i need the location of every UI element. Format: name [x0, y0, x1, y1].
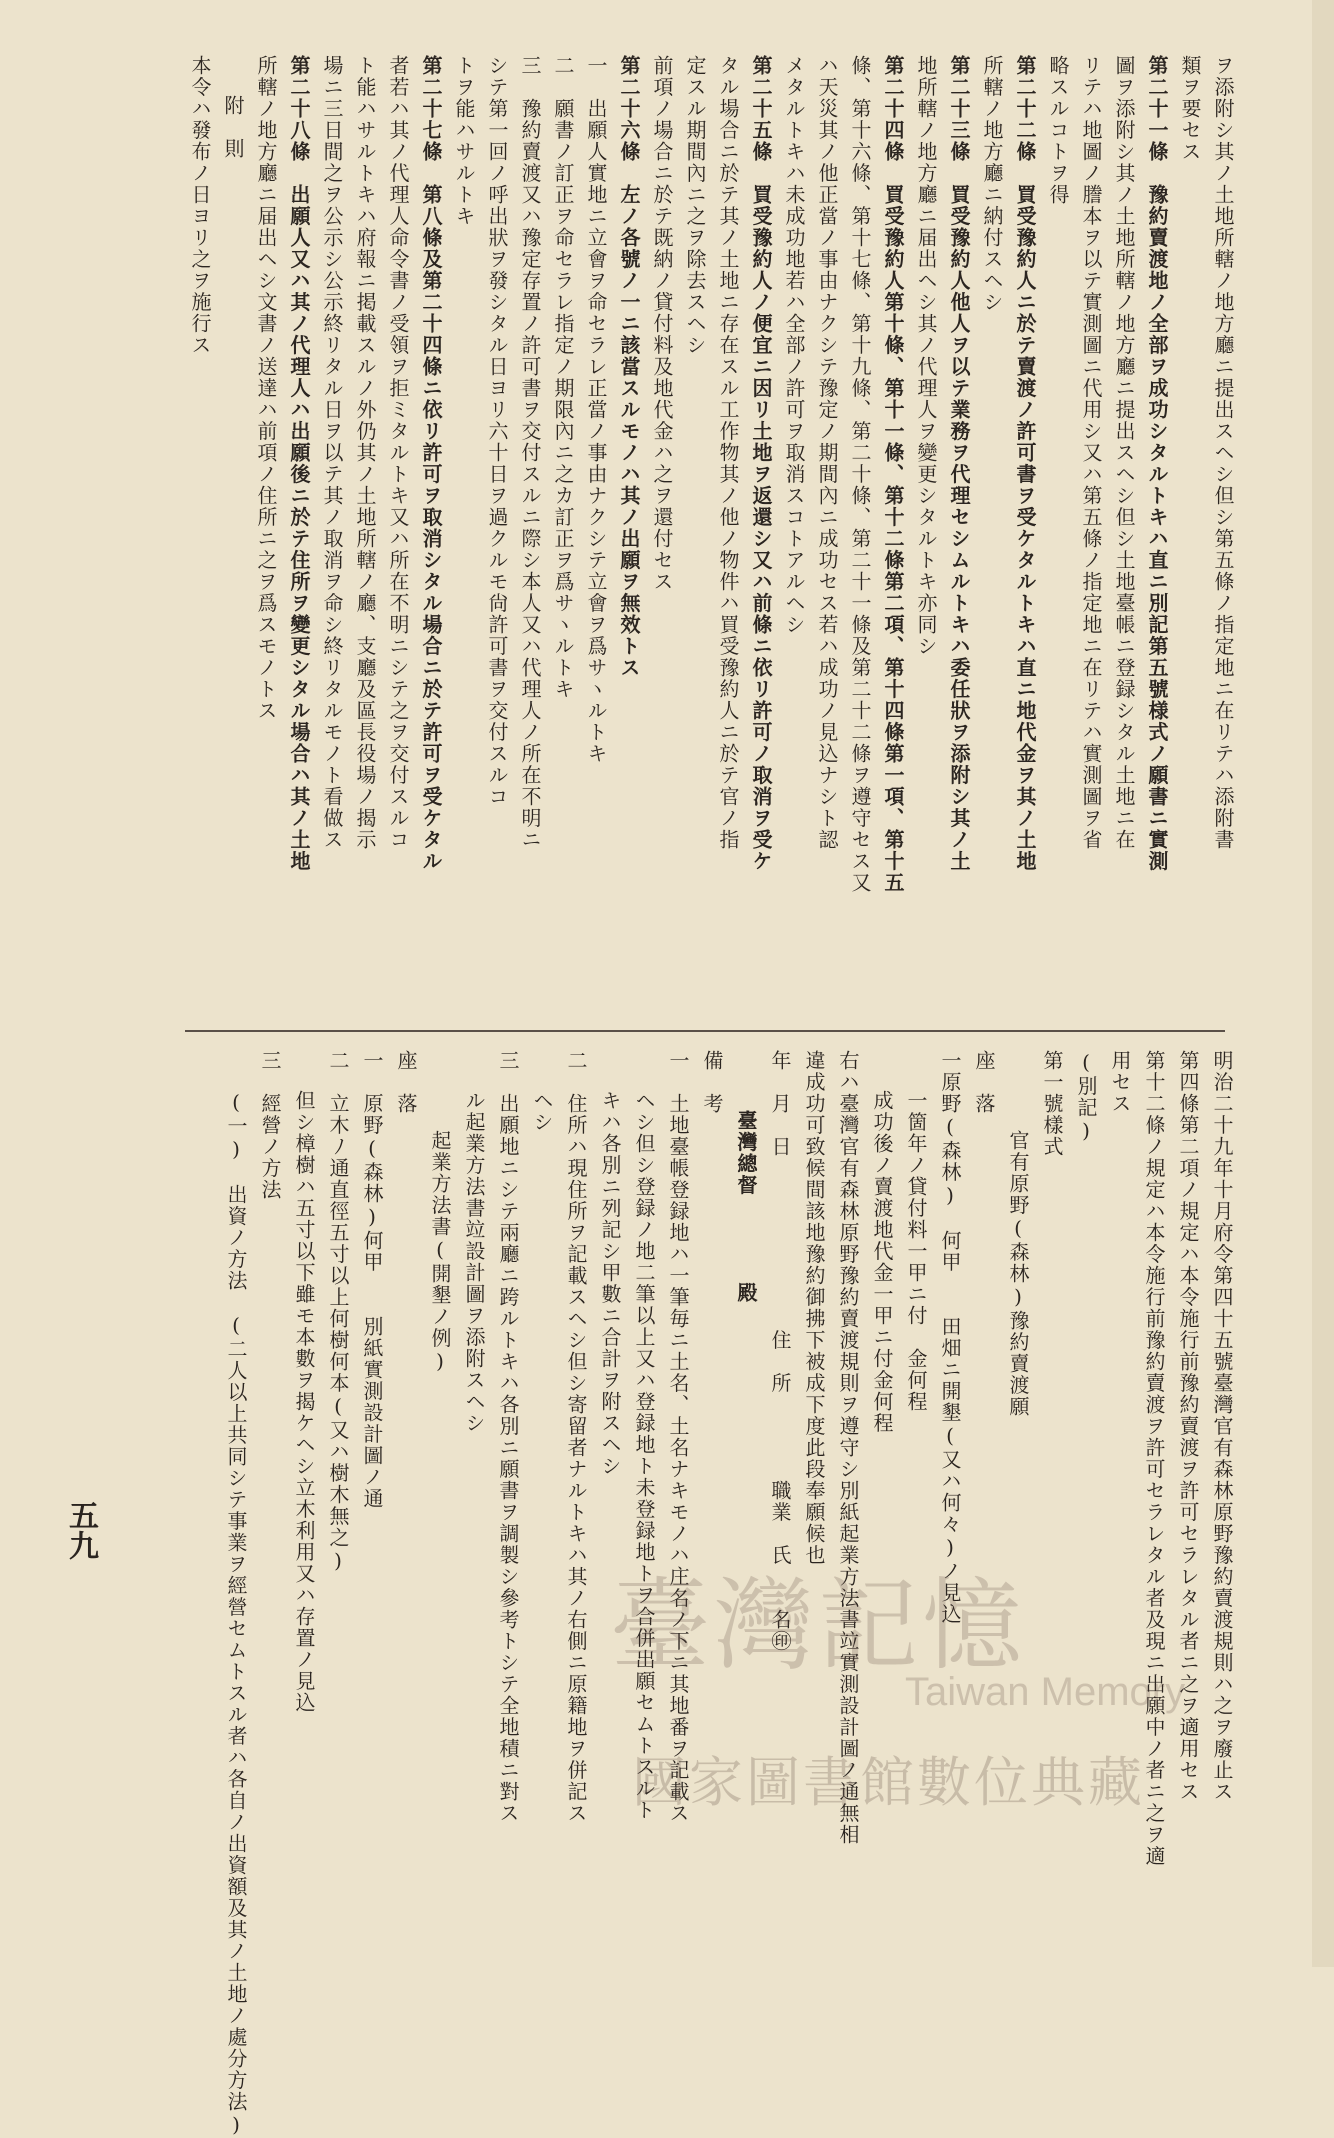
watermark-library: 國家圖書館數位典藏 [632, 1751, 1145, 1814]
text-column: 備 考 [700, 1050, 724, 1115]
text-column: 三 經營ノ方法 [258, 1050, 282, 1201]
text-column: 二 願書ノ訂正ヲ命セラレ指定ノ期限內ニ之カ訂正ヲ爲サヽルトキ [551, 55, 575, 700]
text-column: 定スル期間內ニ之ヲ除去スヘシ [683, 55, 707, 356]
text-column: 第二十六條 左ノ各號ノ一ニ該當スルモノハ其ノ出願ヲ無效トス [617, 55, 641, 679]
text-column: 圖ヲ添附シ其ノ土地所轄ノ地方廳ニ提出スヘシ但シ土地臺帳ニ登録シタル土地ニ在 [1112, 55, 1136, 851]
text-column: 第十二條ノ規定ハ本令施行前豫約賣渡ヲ許可セラレタル者及現ニ出願中ノ者ニ之ヲ適 [1142, 1050, 1166, 1867]
text-column: ヲ添附シ其ノ土地所轄ノ地方廳ニ提出スヘシ但シ第五條ノ指定地ニ在リテハ添附書 [1211, 55, 1235, 851]
regulation-articles [119, 55, 1239, 1055]
text-column: 第二十七條 第八條及第二十四條ニ依リ許可ヲ取消シタル場合ニ於テ許可ヲ受ケタル [419, 55, 443, 872]
text-column: 者若ハ其ノ代理人命令書ノ受領ヲ拒ミタルトキ又ハ所在不明ニシテ之ヲ交付スルコ [386, 55, 410, 851]
text-column: 一 出願人實地ニ立會ヲ命セラレ正當ノ事由ナクシテ立會ヲ爲サヽルトキ [584, 55, 608, 765]
text-column: 三 豫約賣渡又ハ豫定存置ノ許可書ヲ交付スルニ際シ本人又ハ代理人ノ所在不明ニ [518, 55, 542, 851]
text-column: 所轄ノ地方廳ニ納付スヘシ [980, 55, 1004, 313]
text-column: ル起業方法書竝設計圖ヲ添附スヘシ [462, 1090, 486, 1434]
text-column: 官有原野(森林)豫約賣渡願 [1006, 1130, 1030, 1418]
section-divider [185, 1030, 1225, 1032]
article-columns [249, 55, 1239, 1055]
text-column: 二 住所ハ現住所ヲ記載スヘシ但シ寄留者ナルトキハ其ノ右側ニ原籍地ヲ併記ス [564, 1050, 588, 1824]
text-column: 略スルコトヲ得 [1046, 55, 1070, 206]
page-number: 五九 [63, 1500, 98, 1560]
text-column: 類ヲ要セス [1178, 55, 1202, 163]
text-column: 第二十二條 買受豫約人ニ於テ賣渡ノ許可書ヲ受ケタルトキハ直ニ地代金ヲ其ノ土地 [1013, 55, 1037, 872]
text-column: タル場合ニ於テ其ノ土地ニ存在スル工作物其ノ他ノ物件ハ買受豫約人ニ於テ官ノ指 [716, 55, 740, 851]
appendix-text: 本令ハ發布ノ日ヨリ之ヲ施行ス [188, 55, 212, 356]
watermark-logo: 臺灣記憶 [610, 1567, 1026, 1684]
text-column: 右ハ臺灣官有森林原野豫約賣渡規則ヲ遵守シ別紙起業方法書竝實測設計圖ノ通無相 [836, 1050, 860, 1846]
text-column: シテ第一回ノ呼出狀ヲ發シタル日ヨリ六十日ヲ過クルモ尙許可書ヲ交付スルコ [485, 55, 509, 808]
text-column: 條、第十六條、第十七條、第十九條、第二十條、第二十一條及第二十二條ヲ遵守セス又 [848, 55, 872, 894]
text-column: 成功後ノ賣渡地代金一甲ニ付金何程 [870, 1090, 894, 1434]
text-column: 起業方法書(開墾ノ例) [428, 1130, 452, 1375]
text-column: 座 落 [394, 1050, 418, 1115]
text-column: 三 出願地ニシテ兩廳ニ跨ルトキハ各別ニ願書ヲ調製シ參考トシテ全地積ニ對ス [496, 1050, 520, 1824]
text-column: キハ各別ニ列記シ甲數ニ合計ヲ附スヘシ [598, 1090, 622, 1477]
text-column: 場ニ三日間之ヲ公示シ公示終リタル日ヲ以テ其ノ取消ヲ命シ終リタルモノト看做ス [320, 55, 344, 851]
text-column: 臺灣總督 殿 [734, 1110, 758, 1304]
text-column: 第四條第二項ノ規定ハ本令施行前豫約賣渡ヲ許可セラレタル者ニ之ヲ適用セス [1176, 1050, 1200, 1803]
text-column: 第二十三條 買受豫約人他人ヲ以テ業務ヲ代理セシムルトキハ委任狀ヲ添附シ其ノ土 [947, 55, 971, 872]
text-column: 第二十五條 買受豫約人ノ便宜ニ因リ土地ヲ返還シ又ハ前條ニ依リ許可ノ取消ヲ受ケ [749, 55, 773, 872]
appendix-heading: 附 則 [221, 95, 245, 160]
text-column: 前項ノ場合ニ於テ既納ノ貸付料及地代金ハ之ヲ還付セス [650, 55, 674, 593]
text-column: 一 原野(森林)何甲 別紙實測設計圖ノ通 [360, 1050, 384, 1510]
text-column: ヘシ但シ登録ノ地二筆以上又ハ登録地ト未登録地トヲ合併出願セムトスルト [632, 1090, 656, 1821]
text-column: 一原野(森林) 何甲 田畑ニ開墾(又ハ何々)ノ見込 [938, 1050, 962, 1625]
text-column: ヘシ [530, 1090, 554, 1133]
text-column: 一 土地臺帳登録地ハ一筆毎ニ土名、土名ナキモノハ庄名ノ下ニ其地番ヲ記載ス [666, 1050, 690, 1824]
text-column: 第二十一條 豫約賣渡地ノ全部ヲ成功シタルトキハ直ニ別記第五號様式ノ願書ニ實測 [1145, 55, 1169, 872]
text-column: 違成功可致候間該地豫約御拂下被成下度此段奉願候也 [802, 1050, 826, 1566]
text-column: 二 立木ﾉ通直徑五寸以上何樹何本(又ハ樹木無之) [326, 1050, 350, 1574]
text-column: 座 落 [972, 1050, 996, 1115]
text-column: (一) 出資ノ方法 (二人以上共同シテ事業ヲ經營セムトスル者ハ各自ノ出資額及其ノ土地ノ處分方法) [224, 1090, 248, 2138]
text-column: ト能ハサルトキハ府報ニ掲載スルノ外仍其ノ土地所轄ノ廳、支廳及區長役場ノ揭示 [353, 55, 377, 851]
text-column: 第一號樣式 [1040, 1050, 1064, 1158]
watermark-english: Taiwan Memory [905, 1670, 1186, 1714]
text-column: メタルトキハ未成功地若ハ全部ノ許可ヲ取消スコトアルヘシ [782, 55, 806, 636]
text-column: 用セス [1108, 1050, 1132, 1115]
text-column: 地所轄ノ地方廳ニ届出ヘシ其ノ代理人ヲ變更シタルトキ亦同シ [914, 55, 938, 657]
text-column: 年 月 日 住 所 職業 氏 名㊞ [768, 1050, 792, 1652]
text-column: (別記) [1074, 1050, 1098, 1144]
page-edge [1312, 0, 1334, 1967]
text-column: 明治二十九年十月府令第四十五號臺灣官有森林原野豫約賣渡規則ハ之ヲ廢止ス [1210, 1050, 1234, 1803]
text-column: 第二十八條 出願人又ハ其ノ代理人ハ出願後ニ於テ住所ヲ變更シタル場合ハ其ノ土地 [287, 55, 311, 872]
text-column: 但シ樟樹ハ五寸以下雖モ本數ヲ揭ケヘシ立木利用又ハ存置ノ見込 [292, 1090, 316, 1714]
text-column: 一箇年ノ貸付料一甲ニ付 金何程 [904, 1090, 928, 1413]
text-column: 所轄ノ地方廳ニ届出ヘシ文書ノ送達ハ前項ノ住所ニ之ヲ爲スモノトス [254, 55, 278, 722]
text-column: リテハ地圖ノ謄本ヲ以テ實測圖ニ代用シ又ハ第五條ノ指定地ニ在リテハ實測圖ヲ省 [1079, 55, 1103, 851]
text-column: トヲ能ハサルトキ [452, 55, 476, 227]
text-column: 第二十四條 買受豫約人第十條、第十一條、第十二條第二項、第十四條第一項、第十五 [881, 55, 905, 894]
text-column: ハ天災其ノ他正當ノ事由ナクシテ豫定ノ期間內ニ成功セス若ハ成功ノ見込ナシト認 [815, 55, 839, 851]
